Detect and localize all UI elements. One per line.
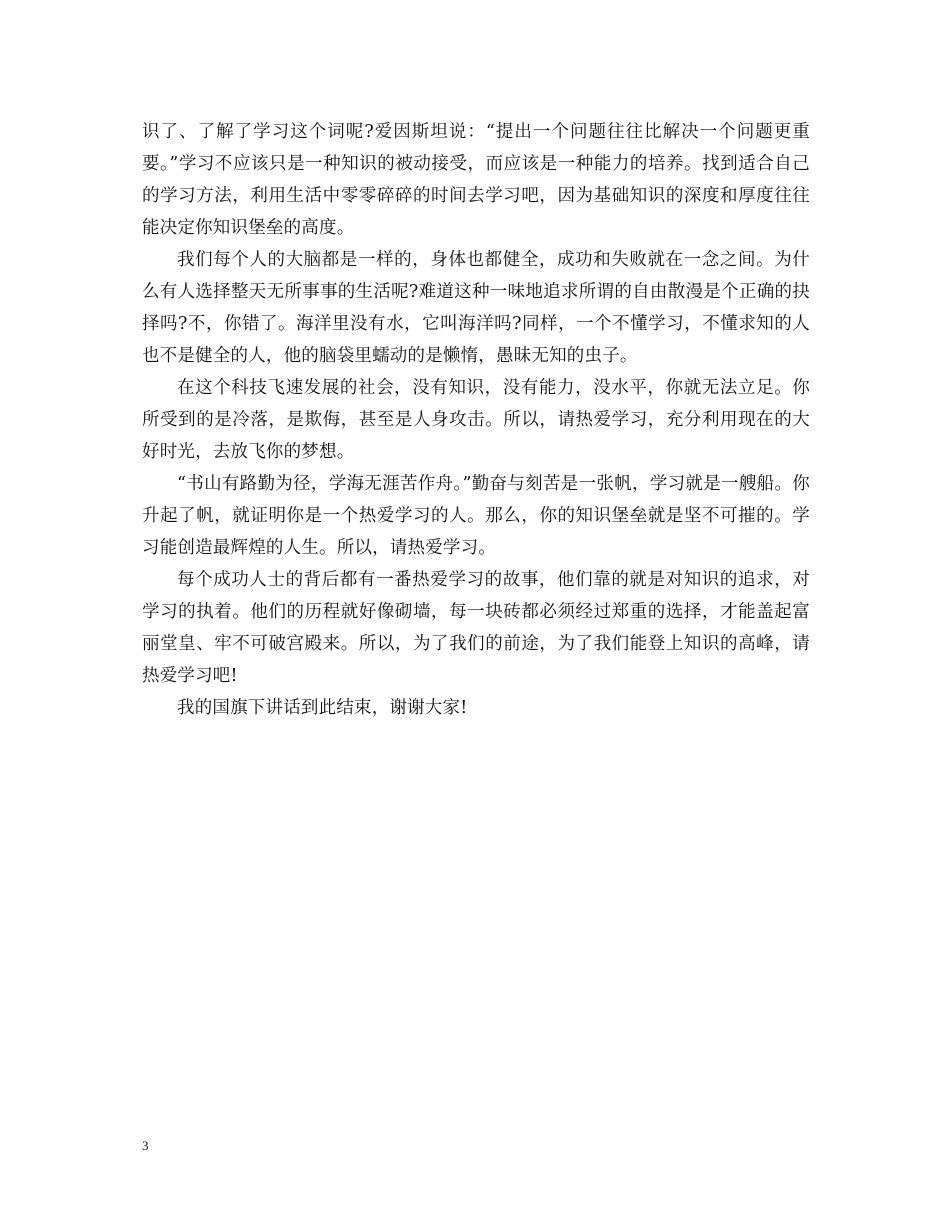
paragraph: 我们每个人的大脑都是一样的，身体也都健全，成功和失败就在一念之间。为什么有人选择整天无所事事的生活呢?难道这种一味地追求所谓的自由散漫是个正确的抉择吗?不，你错了。海洋里没有水，它叫海洋吗?同样，一个不懂学习，不懂求知的人也不是健全的人，他的脑袋里蠕动的是懒惰，愚昧无知的虫子。 (142, 250, 810, 366)
closing-paragraph: 我的国旗下讲话到此结束，谢谢大家! (177, 698, 468, 718)
paragraph: 在这个科技飞速发展的社会，没有知识，没有能力，没水平，你就无法立足。你所受到的是冷落，是欺侮，甚至是人身攻击。所以，请热爱学习，充分利用现在的大好时光，去放飞你的梦想。 (142, 378, 810, 462)
paragraph-continued: 识了、了解了学习这个词呢?爱因斯坦说：“提出一个问题往往比解决一个问题更重要。”学习不应该只是一种知识的被动接受，而应该是一种能力的培养。找到适合自己的学习方法，利用生活中零零碎碎的时间去学习吧，因为基础知识的深度和厚度往往能决定你知识堡垒的高度。 (142, 122, 810, 238)
page-number: 3 (142, 1138, 149, 1153)
document-body (142, 116, 810, 724)
paragraph: 每个成功人士的背后都有一番热爱学习的故事，他们靠的就是对知识的追求，对学习的执着。他们的历程就好像砌墙，每一块砖都必须经过郑重的选择，才能盖起富丽堂皇、牢不可破宫殿来。所以，为了我们的前途，为了我们能登上知识的高峰，请热爱学习吧! (142, 570, 810, 686)
paragraph: “书山有路勤为径，学海无涯苦作舟。”勤奋与刻苦是一张帆，学习就是一艘船。你升起了帆，就证明你是一个热爱学习的人。那么，你的知识堡垒就是坚不可摧的。学习能创造最辉煌的人生。所以，请热爱学习。 (142, 474, 810, 558)
